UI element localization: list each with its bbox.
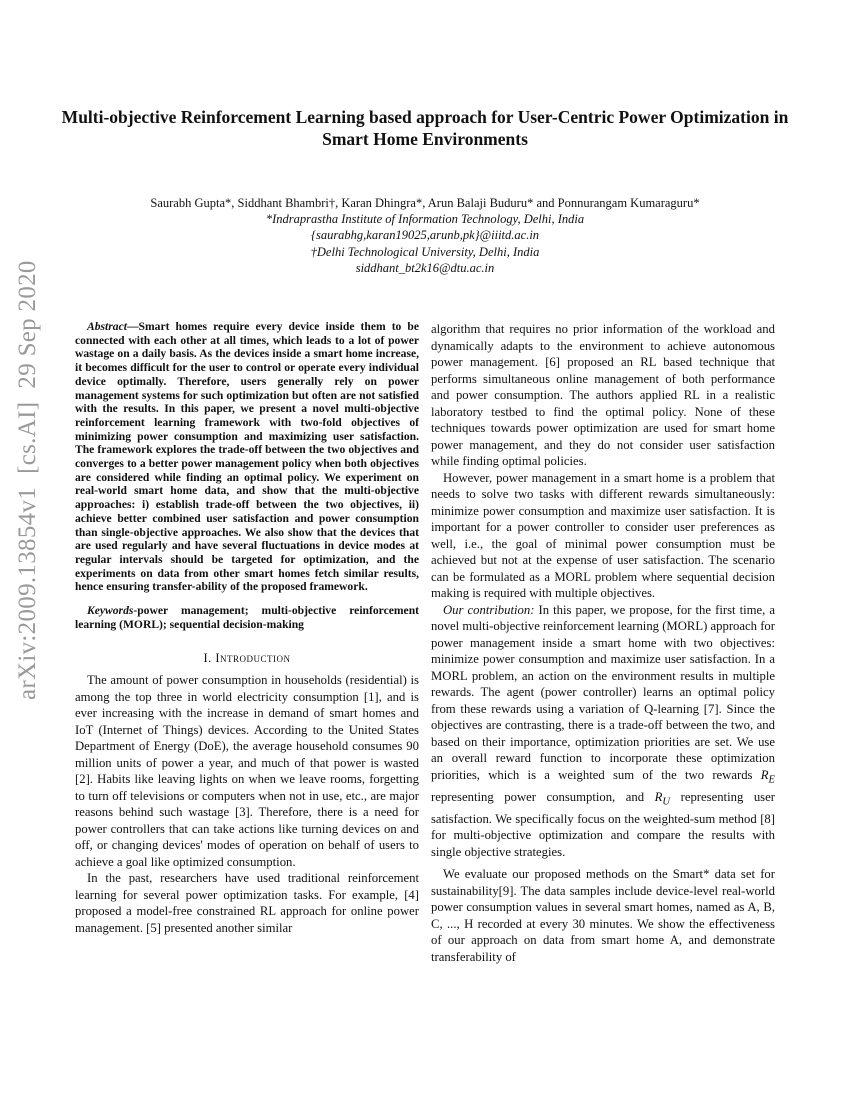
section-title: Introduction <box>215 651 291 666</box>
math-re-sub: E <box>768 774 775 786</box>
abstract-text: —Smart homes require every device inside them to be connected with each other at all times, which leads to a lot of power wastage on a daily basis. As the devices inside a smart home increase, it becomes difficult for the user to control or operate every individual device optimally. Therefore, users generally rely on power management systems for such optimization but often are not satisfied with the results. In this paper, we present a novel multi-objective reinforcement learning framework with two-fold objectives of minimizing power consumption and maximizing user satisfaction. The framework explores the trade-off between the two objectives and converges to a better power management policy when both objectives are considered while finding an optimal policy. We experiment on real-world smart home data, and show that the multi-objective approaches: i) establish trade-off between the two objectives, ii) achieve better combined user satisfaction and power consumption than single-objective approaches. We also show that the devices that are used regularly and have several fluctuations in device modes at regular intervals should be targeted for optimization, and the experiments on data from other smart homes fetch similar results, hence ensuring transfer-ability of the proposed framework. <box>75 320 419 594</box>
contribution-paragraph <box>431 602 775 861</box>
math-re: R <box>760 767 769 782</box>
email-1: {saurabhg,karan19025,arunb,pk}@iiitd.ac.in <box>310 228 540 243</box>
arxiv-watermark: arXiv:2009.13854v1 [cs.AI] 29 Sep 2020 <box>14 260 41 700</box>
email-2: siddhant_bt2k16@dtu.ac.in <box>355 260 495 275</box>
paragraph: In the past, researchers have used traditional reinforcement learning for several power optimization tasks. For example, [4] proposed a model-free constrained RL approach for online power management. [5] presented another similar <box>75 871 419 935</box>
contribution-text: In this paper, we propose, for the first time, a novel multi-objective reinforcement learning (MORL) approach for power management inside a smart home with two objectives: minimize power consumption and maximize user satisfaction. In a MORL problem, an action on the environment results in multiple rewards. The agent (power controller) learns an optimal policy from these rewards using a variation of Q-learning [7]. Since the objectives are contrasting, there is a trade-off between the two, and based on their importance, optimization priorities are set. We use an overall reward function to incorporate these optimization priorities, which is a weighted sum of the two rewards <box>431 602 775 782</box>
right-column <box>431 321 775 965</box>
paragraph: We evaluate our proposed methods on the Smart* data set for sustainability[9]. The data samples include device-level real-world power consumption values in several smart homes, named as A, B, C, ..., H recorded at every 30 minutes. We show the effectiveness of our approach on data from smart home A, and demonstrate transferability of <box>431 867 775 964</box>
section-number: I. <box>203 651 216 666</box>
section-heading-introduction <box>75 651 419 666</box>
keywords-text: -power management; multi-objective reinforcement learning (MORL); sequential decision-making <box>75 604 419 631</box>
abstract <box>75 320 419 594</box>
abstract-label: Abstract <box>87 320 127 333</box>
paragraph: The amount of power consumption in households (residential) is among the top three in world electricity consumption [1], and is ever increasing with the increase in demand of smart homes and IoT (Internet of Things) devices. According to the United States Department of Energy (DoE), the average household consumes 90 million units of power a year, and much of that power is wasted [2]. Habits like leaving lights on when we leave rooms, forgetting to turn off televisions or computers when not in use, etc., are major reasons behind such wastage [3]. Therefore, there is a need for power controllers that can take actions like turning devices on and off, or changing devices' modes of operation on behalf of users to achieve a goal like optimized consumption. <box>75 673 419 869</box>
paragraph: However, power management in a smart home is a problem that needs to solve two tasks with different rewards simultaneously: minimize power consumption and maximize user satisfaction. It is important for a power controller to consider user preferences as well, i.e., the goal of minimal power consumption must be achieved but not at the expense of user satisfaction. The scenario can be formulated as a MORL problem where sequential decision making is required with multiple objectives. <box>431 470 775 600</box>
paper-title: Multi-objective Reinforcement Learning based approach for User-Centric Power Optimization in Smart Home Environments <box>61 107 789 149</box>
affiliation-2: †Delhi Technological University, Delhi, India <box>310 244 540 259</box>
keywords-label: Keywords <box>87 604 134 618</box>
author-names: Saurabh Gupta*, Siddhant Bhambri†, Karan Dhingra*, Arun Balaji Buduru* and Ponnurangam Kumaraguru* <box>150 196 700 210</box>
math-ru-sub: U <box>662 796 671 808</box>
contribution-text: representing power consumption, and <box>431 789 655 804</box>
left-column <box>75 320 419 936</box>
math-ru: R <box>654 789 663 804</box>
paragraph: algorithm that requires no prior information of the workload and dynamically adapts to the environment to achieve autonomous power management. [6] proposed an RL based technique that performs simultaneous online management of both performance and power consumption. The authors applied RL in a realistic laboratory testbed to find the optimal policy. None of these techniques towards power optimization are used for smart home power management, and they do not consider user satisfaction while finding optimal policies. <box>431 322 775 468</box>
keywords <box>75 604 419 631</box>
author-block <box>60 195 790 276</box>
affiliation-1: *Indraprastha Institute of Information Technology, Delhi, India <box>265 212 585 227</box>
contribution-text: representing user satisfaction. We specifically focus on the weighted-sum method [8] for multi-objective optimization and compare the results with single objective strategies. <box>431 789 775 859</box>
contribution-label: Our contribution: <box>443 602 535 617</box>
